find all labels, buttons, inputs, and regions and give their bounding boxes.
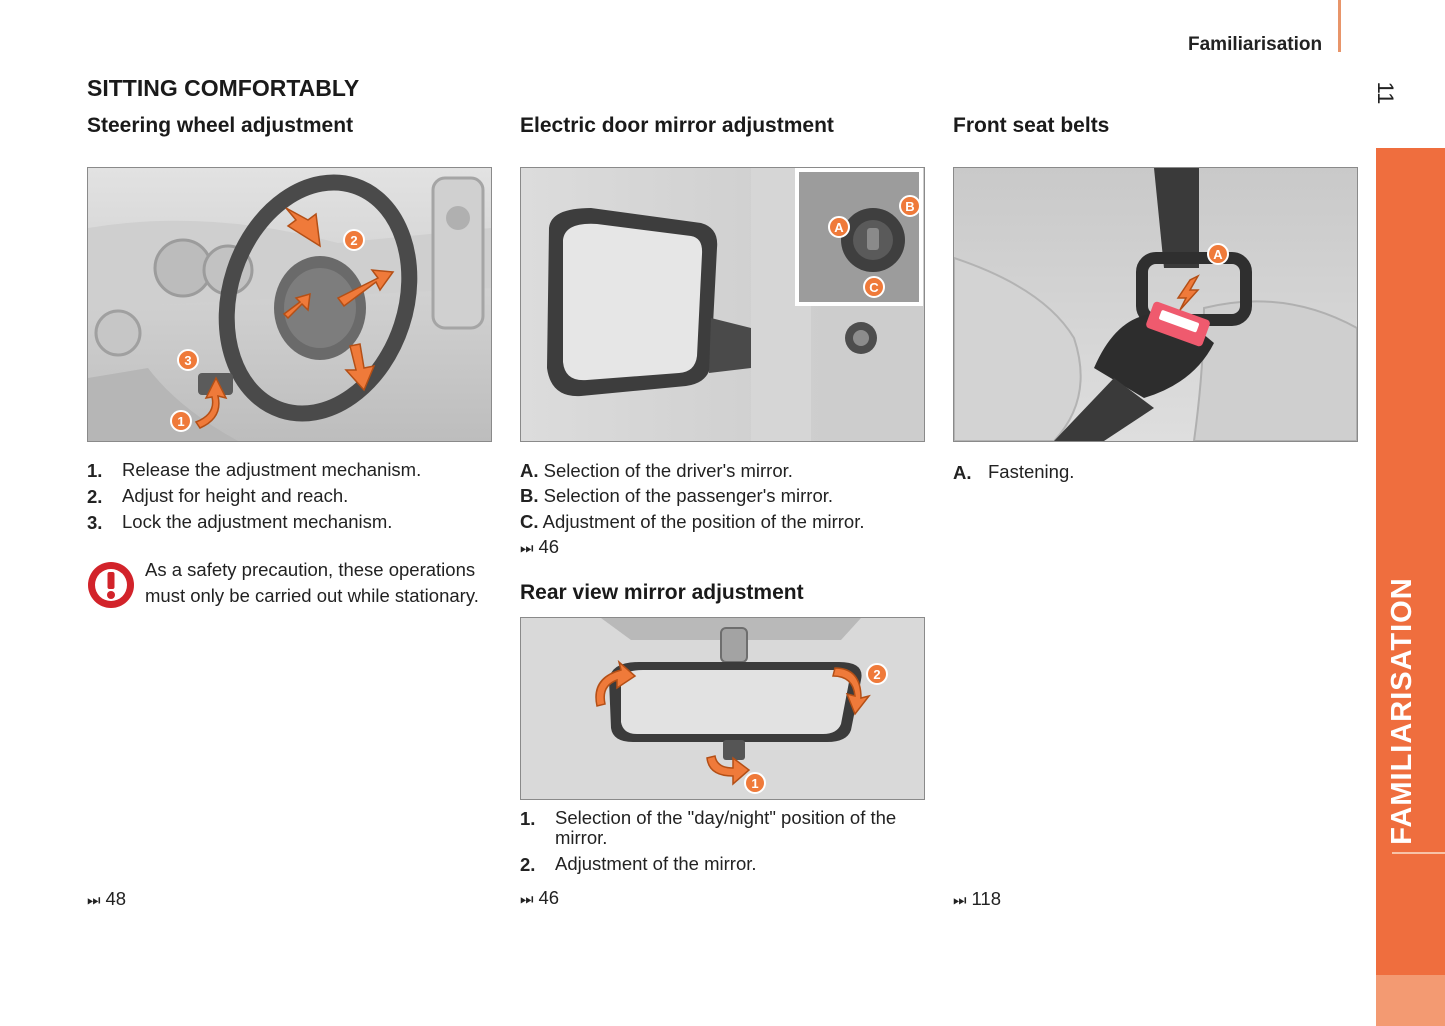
list-item-text: Lock the adjustment mechanism. [122, 511, 393, 532]
figure-marker [745, 773, 765, 793]
list-item-text: Selection of the "day/night" position of the mirror. [555, 807, 897, 848]
list-item-number: 1. [520, 808, 536, 829]
safety-warning-text: As a safety precaution, these operations must only be carried out while stationary. [145, 559, 479, 606]
list-item-text: Adjustment of the mirror. [555, 853, 757, 874]
figure-marker [829, 217, 849, 237]
steering-wheel-illustration [87, 167, 492, 442]
list-item-number: 3. [87, 512, 103, 533]
marker-label: B [905, 199, 915, 214]
rear-view-mirror-illustration [520, 617, 925, 800]
marker-label: 2 [873, 667, 881, 682]
steering-section-title: Steering wheel adjustment [87, 114, 354, 137]
list-item-text: Selection of the driver's mirror. [543, 460, 793, 481]
reference-page: 118 [971, 888, 1002, 909]
reference-arrow-icon: ⏭ [520, 540, 534, 557]
marker-label: 3 [184, 353, 192, 368]
page-reference[interactable] [953, 888, 1001, 910]
page-reference[interactable] [520, 887, 559, 909]
figure-marker [178, 350, 198, 370]
list-item-letter: C. [520, 511, 539, 532]
running-header: Familiarisation [1188, 34, 1323, 55]
list-item-letter: B. [520, 485, 539, 506]
seat-belts-section-title: Front seat belts [953, 114, 1110, 137]
figure-marker [344, 230, 364, 250]
chapter-tab-footer [1376, 975, 1445, 1026]
figure-marker [171, 411, 191, 431]
marker-label: A [834, 220, 844, 235]
marker-label: C [869, 280, 879, 295]
list-item-number: 2. [520, 854, 536, 875]
marker-label: 1 [751, 776, 759, 791]
marker-label: A [1213, 247, 1223, 262]
list-item [520, 511, 864, 533]
figure-marker [867, 664, 887, 684]
list-item-number: 2. [87, 486, 103, 507]
list-item [520, 485, 833, 507]
reference-page: 46 [538, 887, 560, 908]
door-mirror-section-title: Electric door mirror adjustment [520, 114, 834, 137]
reference-page: 48 [105, 888, 127, 909]
list-item-letter: A. [520, 460, 539, 481]
header-divider [1338, 0, 1341, 52]
figure-marker [1208, 244, 1228, 264]
seat-belt-illustration [953, 167, 1358, 442]
list-item-letter: A. [953, 462, 972, 483]
page-reference[interactable] [87, 888, 126, 910]
list-item-text: Selection of the passenger's mirror. [543, 485, 834, 506]
list-item-text: Adjust for height and reach. [122, 485, 349, 506]
figure-marker [864, 277, 884, 297]
page-title: SITTING COMFORTABLY [87, 75, 360, 101]
warning-icon [86, 560, 136, 610]
reference-arrow-icon: ⏭ [953, 892, 967, 909]
list-item-text: Release the adjustment mechanism. [122, 459, 422, 480]
reference-arrow-icon: ⏭ [87, 892, 101, 909]
reference-page: 46 [538, 536, 560, 557]
door-mirror-illustration [520, 167, 925, 442]
marker-label: 1 [177, 414, 185, 429]
list-item-number: 1. [87, 460, 103, 481]
page-reference[interactable] [520, 536, 559, 558]
figure-marker [900, 196, 920, 216]
reference-arrow-icon: ⏭ [520, 891, 534, 908]
list-item-text: Fastening. [988, 461, 1075, 482]
rear-mirror-section-title: Rear view mirror adjustment [520, 581, 804, 604]
list-item [520, 460, 793, 482]
marker-label: 2 [350, 233, 358, 248]
chapter-tab-label: FAMILIARISATION [1386, 577, 1418, 845]
list-item-text: Adjustment of the position of the mirror. [542, 511, 865, 532]
page-number: 11 [1373, 81, 1398, 105]
